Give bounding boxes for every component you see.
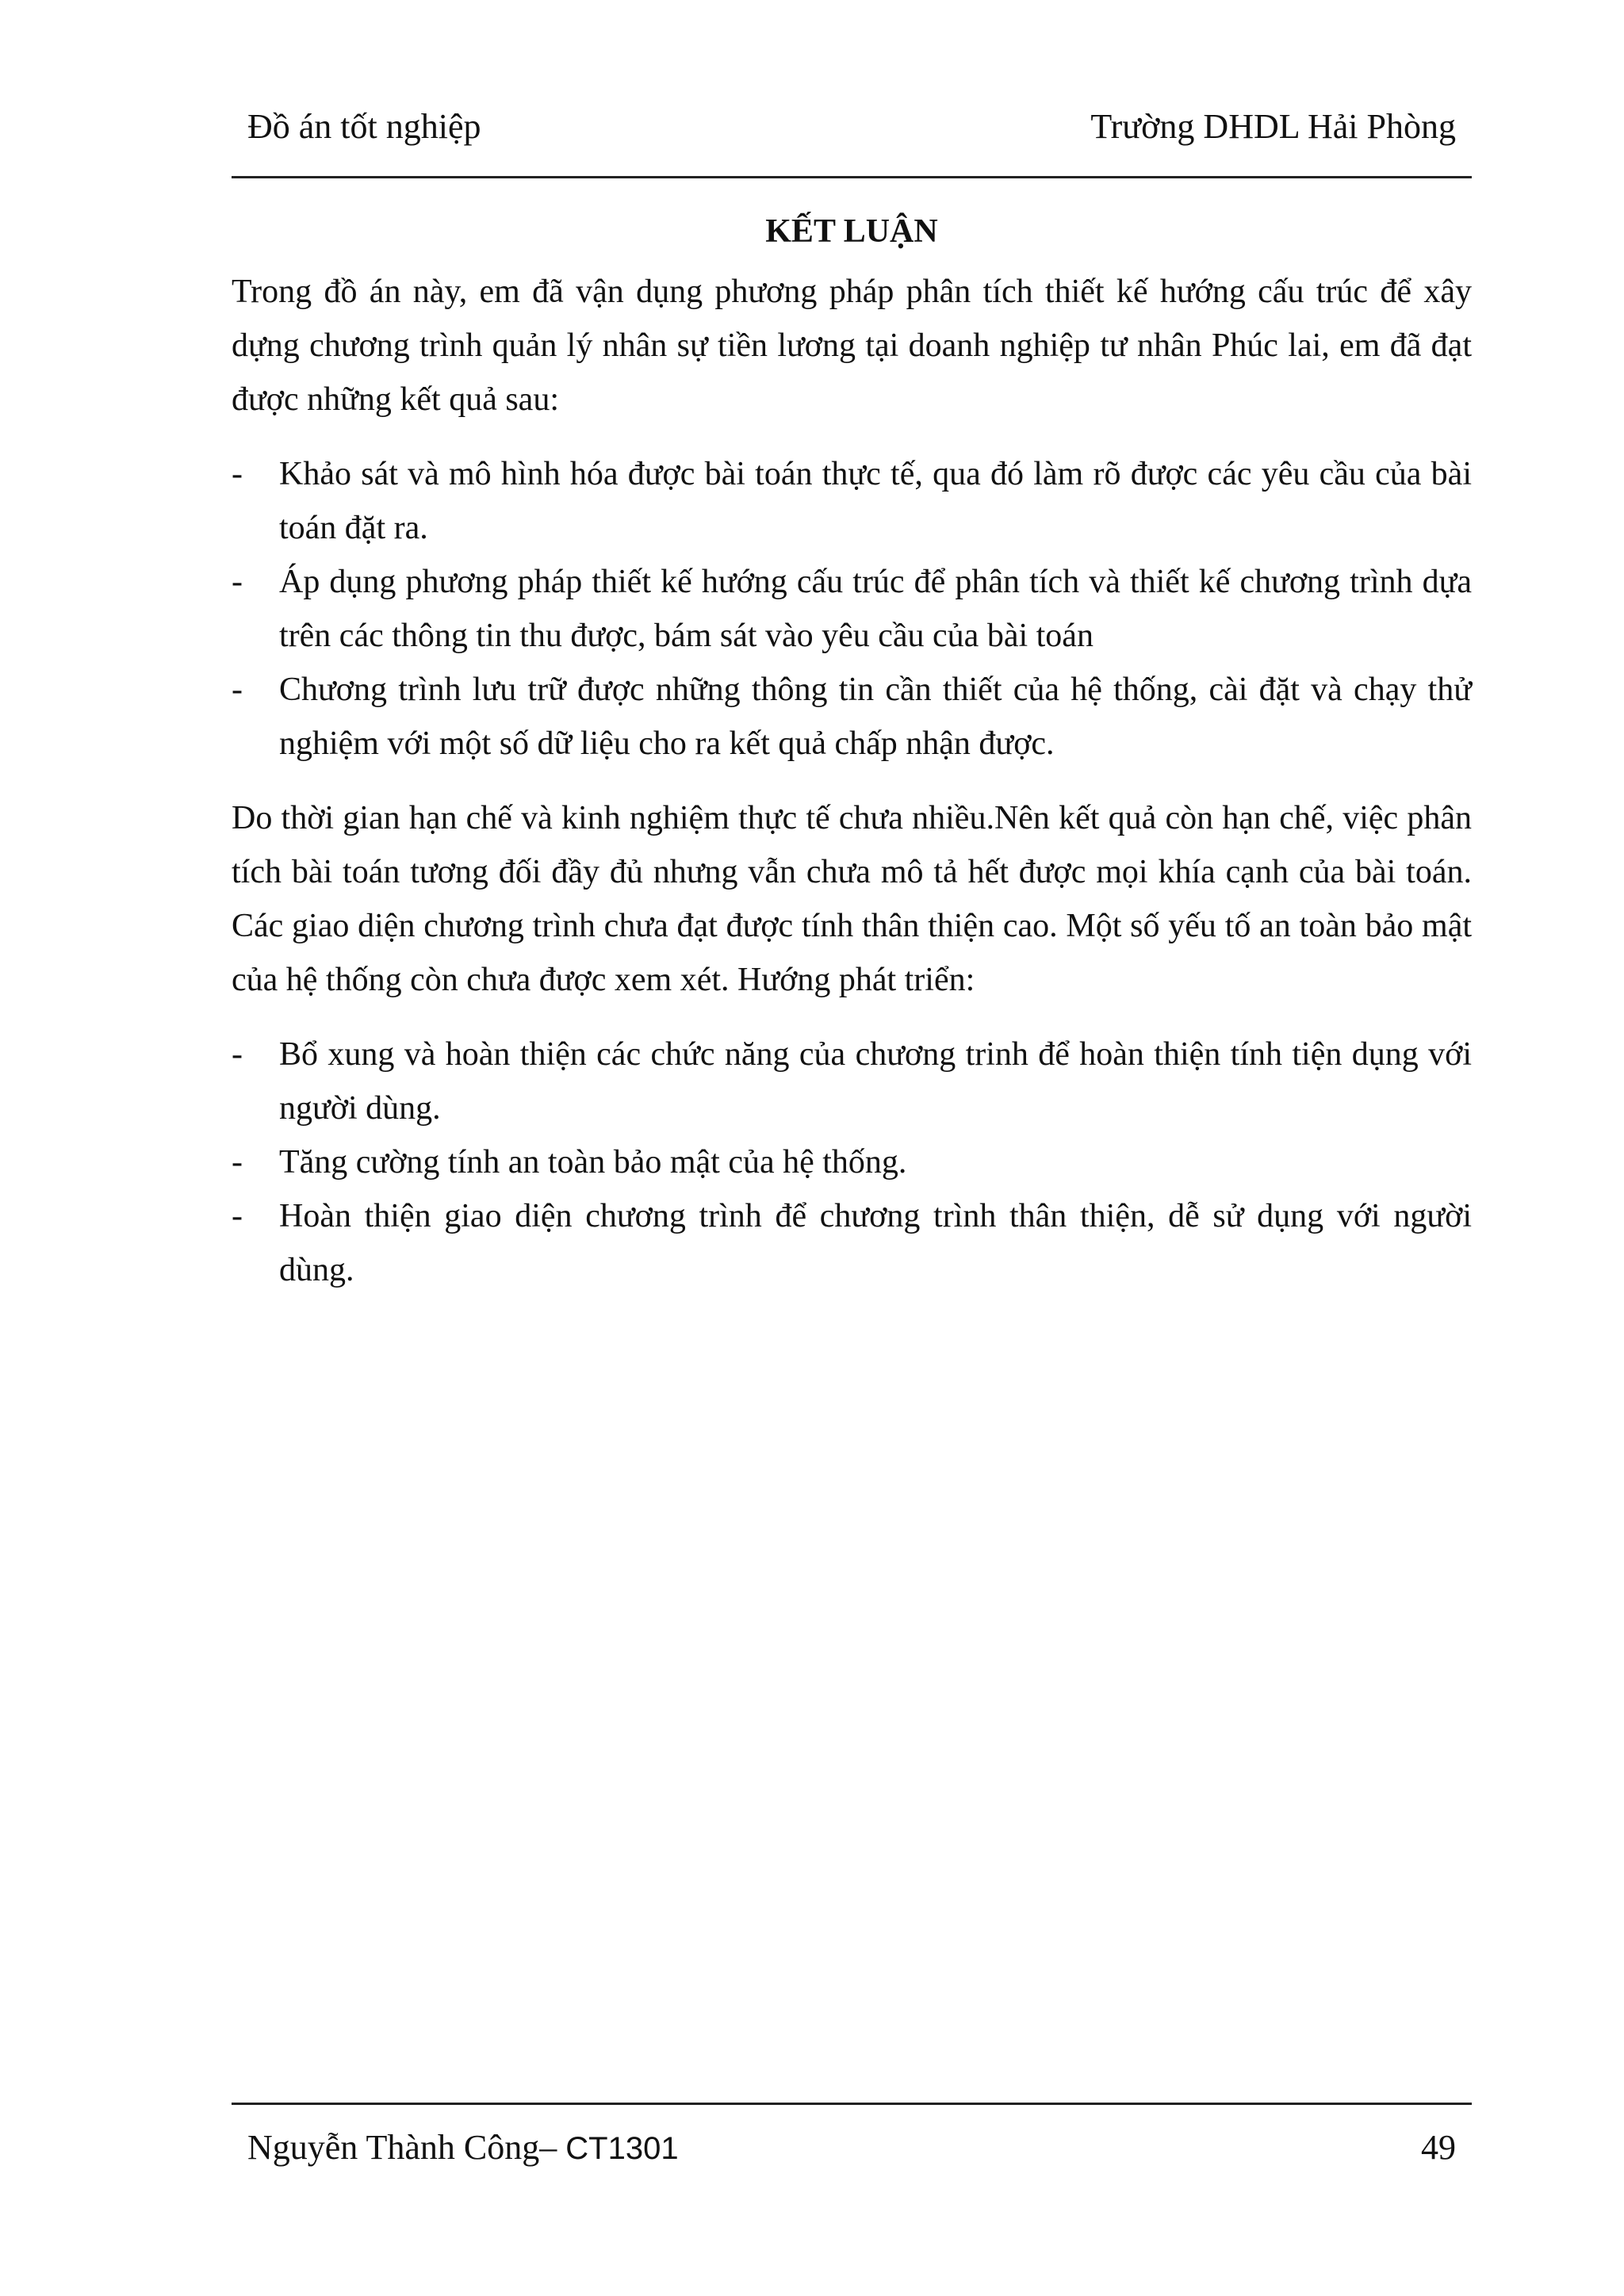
results-list xyxy=(232,447,1472,771)
page-footer xyxy=(232,2103,1472,2176)
list-item-text: Bổ xung và hoàn thiện các chức năng của chương trinh để hoàn thiện tính tiện dụng với người dùng. xyxy=(279,1036,1472,1127)
page-header xyxy=(232,103,1472,178)
list-item xyxy=(232,447,1472,555)
class-code: CT1301 xyxy=(565,2131,679,2166)
header-school-name: Trường DHDL Hải Phòng xyxy=(1090,107,1456,146)
bullet-dash: - xyxy=(232,1036,243,1073)
development-list xyxy=(232,1027,1472,1297)
list-item xyxy=(232,663,1472,771)
intro-paragraph: Trong đồ án này, em đã vận dụng phương pháp phân tích thiết kế hướng cấu trúc để xây dựng chương trình quản lý nhân sự tiền lương tại doanh nghiệp tư nhân Phúc lai, em đã đạt được những kết quả sau: xyxy=(232,274,1472,418)
list-item xyxy=(232,1135,1472,1189)
section-title: KẾT LUẬN xyxy=(765,213,938,250)
bullet-dash: - xyxy=(232,1198,243,1234)
page-number: 49 xyxy=(1421,2128,1456,2167)
list-item-text: Tăng cường tính an toàn bảo mật của hệ thống. xyxy=(279,1144,907,1181)
list-item-text: Chương trình lưu trữ được những thông tin cần thiết của hệ thống, cài đặt và chạy thử nghiệm với một số dữ liệu cho ra kết quả chấp nhận được. xyxy=(279,672,1472,762)
header-document-type: Đồ án tốt nghiệp xyxy=(247,107,481,146)
list-item-text: Áp dụng phương pháp thiết kế hướng cấu trúc để phân tích và thiết kế chương trình dựa trên các thông tin thu được, bám sát vào yêu cầu của bài toán xyxy=(279,564,1472,654)
bullet-dash: - xyxy=(232,456,243,492)
author-name: Nguyễn Thành Công– xyxy=(247,2128,566,2167)
list-item-text: Hoàn thiện giao diện chương trình để chương trình thân thiện, dễ sử dụng với người dùng. xyxy=(279,1198,1472,1288)
list-item xyxy=(232,555,1472,663)
list-item xyxy=(232,1189,1472,1297)
footer-author xyxy=(247,2124,679,2172)
bullet-dash: - xyxy=(232,672,243,708)
bullet-dash: - xyxy=(232,564,243,600)
bullet-dash: - xyxy=(232,1144,243,1181)
list-item xyxy=(232,1027,1472,1135)
limitations-paragraph: Do thời gian hạn chế và kinh nghiệm thực tế chưa nhiều.Nên kết quả còn hạn chế, việc phân tích bài toán tương đối đầy đủ nhưng vẫn chưa mô tả hết được mọi khía cạnh của bài toán. Các giao diện chương trình chưa đạt được tính thân thiện cao. Một số yếu tố an toàn bảo mật của hệ thống còn chưa được xem xét. Hướng phát triển: xyxy=(232,800,1472,998)
page-content xyxy=(232,208,1472,1318)
list-item-text: Khảo sát và mô hình hóa được bài toán thực tế, qua đó làm rõ được các yêu cầu của bài toán đặt ra. xyxy=(279,456,1472,546)
